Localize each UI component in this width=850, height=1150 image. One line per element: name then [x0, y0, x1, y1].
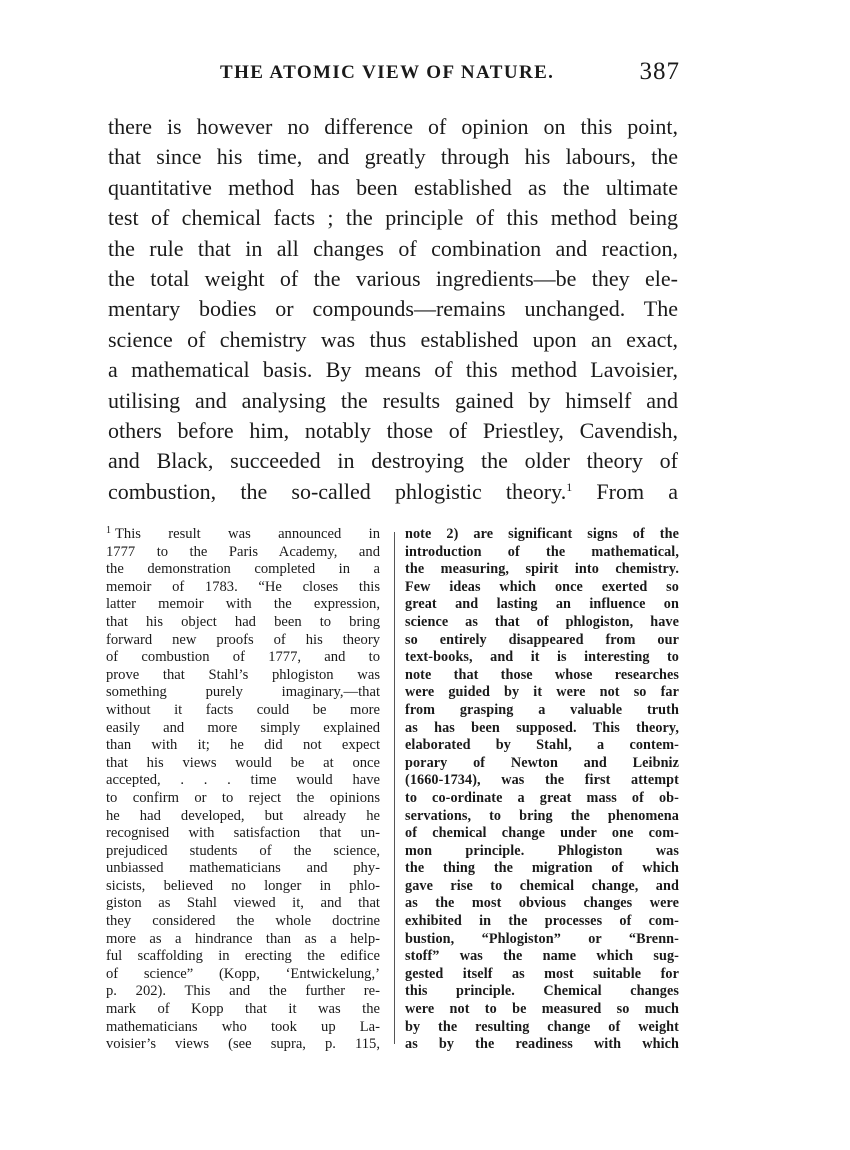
footnote-line: the measuring, spirit into chemistry. [405, 561, 679, 578]
footnote-line: accepted, . . . time would have [106, 772, 380, 789]
footnote-line-text: This result was announced in [115, 526, 380, 542]
running-head [108, 58, 680, 92]
footnote-line: mon principle. Phlogiston was [405, 842, 679, 859]
body-line: test of chemical facts ; the principle of this method being [108, 205, 678, 231]
footnote-line: by the resulting change of weight [405, 1018, 679, 1035]
body-line: utilising and analysing the results gained by himself and [108, 387, 678, 413]
footnote-number: 1 [106, 525, 111, 536]
body-line: others before him, notably those of Priestley, Cavendish, [108, 417, 678, 443]
footnote-line: gested itself as most suitable for [405, 965, 679, 982]
footnote-line: great and lasting an influence on [405, 596, 679, 613]
footnote-line: bustion, “Phlogiston” or “Brenn- [405, 930, 679, 947]
footnote-line: that his object had been to bring [106, 613, 380, 630]
body-line: the rule that in all changes of combination and reaction, [108, 235, 678, 261]
footnote-line: of chemical change under one com- [405, 825, 679, 842]
footnote-line: servations, to bring the phenomena [405, 807, 679, 824]
footnote [106, 526, 678, 1056]
footnote-line: the thing the migration of which [405, 860, 679, 877]
body-line: there is however no difference of opinion on this point, [108, 114, 678, 139]
column-divider [394, 532, 395, 1044]
footnote-line: introduction of the mathematical, [405, 543, 679, 560]
body-line: mentary bodies or compounds—remains unchanged. The [108, 296, 678, 322]
page-number: 387 [639, 58, 680, 85]
body-line: the total weight of the various ingredients—be they ele- [108, 265, 678, 291]
footnote-line: voisier’s views (see supra, p. 115, [106, 1036, 380, 1053]
footnote-line: as by the readiness with which [405, 1036, 679, 1053]
running-title: THE ATOMIC VIEW OF NATURE. [220, 62, 555, 83]
footnote-line: to co-ordinate a great mass of ob- [405, 789, 679, 806]
footnote-line: from grasping a valuable truth [405, 701, 679, 718]
footnote-line: they considered the whole doctrine [106, 913, 380, 930]
footnote-line: exhibited in the processes of com- [405, 913, 679, 930]
footnote-line: (1660-1734), was the first attempt [405, 772, 679, 789]
footnote-line: ful scaffolding in erecting the edifice [106, 948, 380, 965]
footnote-line: note that those whose researches [405, 666, 679, 683]
body-last-line-text: combustion, the so-called phlogistic theory. [108, 478, 567, 504]
body-line: quantitative method has been established as the ultimate [108, 174, 678, 200]
footnote-line: 1777 to the Paris Academy, and [106, 543, 380, 560]
footnote-reference: 1 [566, 479, 573, 494]
footnote-line: gave rise to chemical change, and [405, 877, 679, 894]
footnote-line: forward new proofs of his theory [106, 631, 380, 648]
footnote-line: recognised with satisfaction that un- [106, 825, 380, 842]
footnote-right-column [405, 526, 679, 1054]
footnote-line: memoir of 1783. “He closes this [106, 578, 380, 595]
footnote-line: p. 202). This and the further re- [106, 983, 380, 1000]
footnote-line: prejudiced students of the science, [106, 842, 380, 859]
body-line: a mathematical basis. By means of this method Lavoisier, [108, 357, 678, 383]
footnote-line: mark of Kopp that it was the [106, 1001, 380, 1018]
footnote-left-column [106, 526, 380, 1054]
footnote-line: note 2) are significant signs of the [405, 526, 679, 542]
footnote-line: so entirely disappeared from our [405, 631, 679, 648]
footnote-line: were guided by it were not so far [405, 684, 679, 701]
footnote-line: elaborated by Stahl, a contem- [405, 737, 679, 754]
footnote-line: science as that of phlogiston, have [405, 613, 679, 630]
footnote-line: without it facts could be more [106, 701, 380, 718]
footnote-line [106, 526, 380, 544]
body-last-line-tail: From a [572, 478, 678, 504]
footnote-line: he had developed, but already he [106, 807, 380, 824]
footnote-line: easily and more simply explained [106, 719, 380, 736]
footnote-line: unbiassed mathematicians and phy- [106, 860, 380, 877]
footnote-line: text-books, and it is interesting to [405, 649, 679, 666]
footnote-line: as has been supposed. This theory, [405, 719, 679, 736]
footnote-line: porary of Newton and Leibniz [405, 754, 679, 771]
main-text [108, 112, 678, 507]
footnote-line: mathematicians who took up La- [106, 1018, 380, 1035]
body-line: science of chemistry was thus established upon an exact, [108, 326, 678, 352]
footnote-line: as the most obvious changes were [405, 895, 679, 912]
footnote-line: Few ideas which once exerted so [405, 578, 679, 595]
body-last-line [108, 477, 678, 507]
footnote-line: this principle. Chemical changes [405, 983, 679, 1000]
footnote-line: were not to be measured so much [405, 1001, 679, 1018]
footnote-line: stoff” was the name which sug- [405, 948, 679, 965]
footnote-line: that his views would be at once [106, 754, 380, 771]
body-line: that since his time, and greatly through his labours, the [108, 144, 678, 170]
footnote-line: giston as Stahl viewed it, and that [106, 895, 380, 912]
body-line: and Black, succeeded in destroying the older theory of [108, 448, 678, 474]
footnote-line: of combustion of 1777, and to [106, 649, 380, 666]
footnote-line: than with it; he did not expect [106, 737, 380, 754]
footnote-line: something purely imaginary,—that [106, 684, 380, 701]
footnote-line: more as a hindrance than as a help- [106, 930, 380, 947]
footnote-line: latter memoir with the expression, [106, 596, 380, 613]
footnote-line: to confirm or to reject the opinions [106, 789, 380, 806]
footnote-line: sicists, believed no longer in phlo- [106, 877, 380, 894]
footnote-line: prove that Stahl’s phlogiston was [106, 666, 380, 683]
footnote-line: the demonstration completed in a [106, 561, 380, 578]
footnote-line: of science” (Kopp, ‘Entwickelung,’ [106, 965, 380, 982]
